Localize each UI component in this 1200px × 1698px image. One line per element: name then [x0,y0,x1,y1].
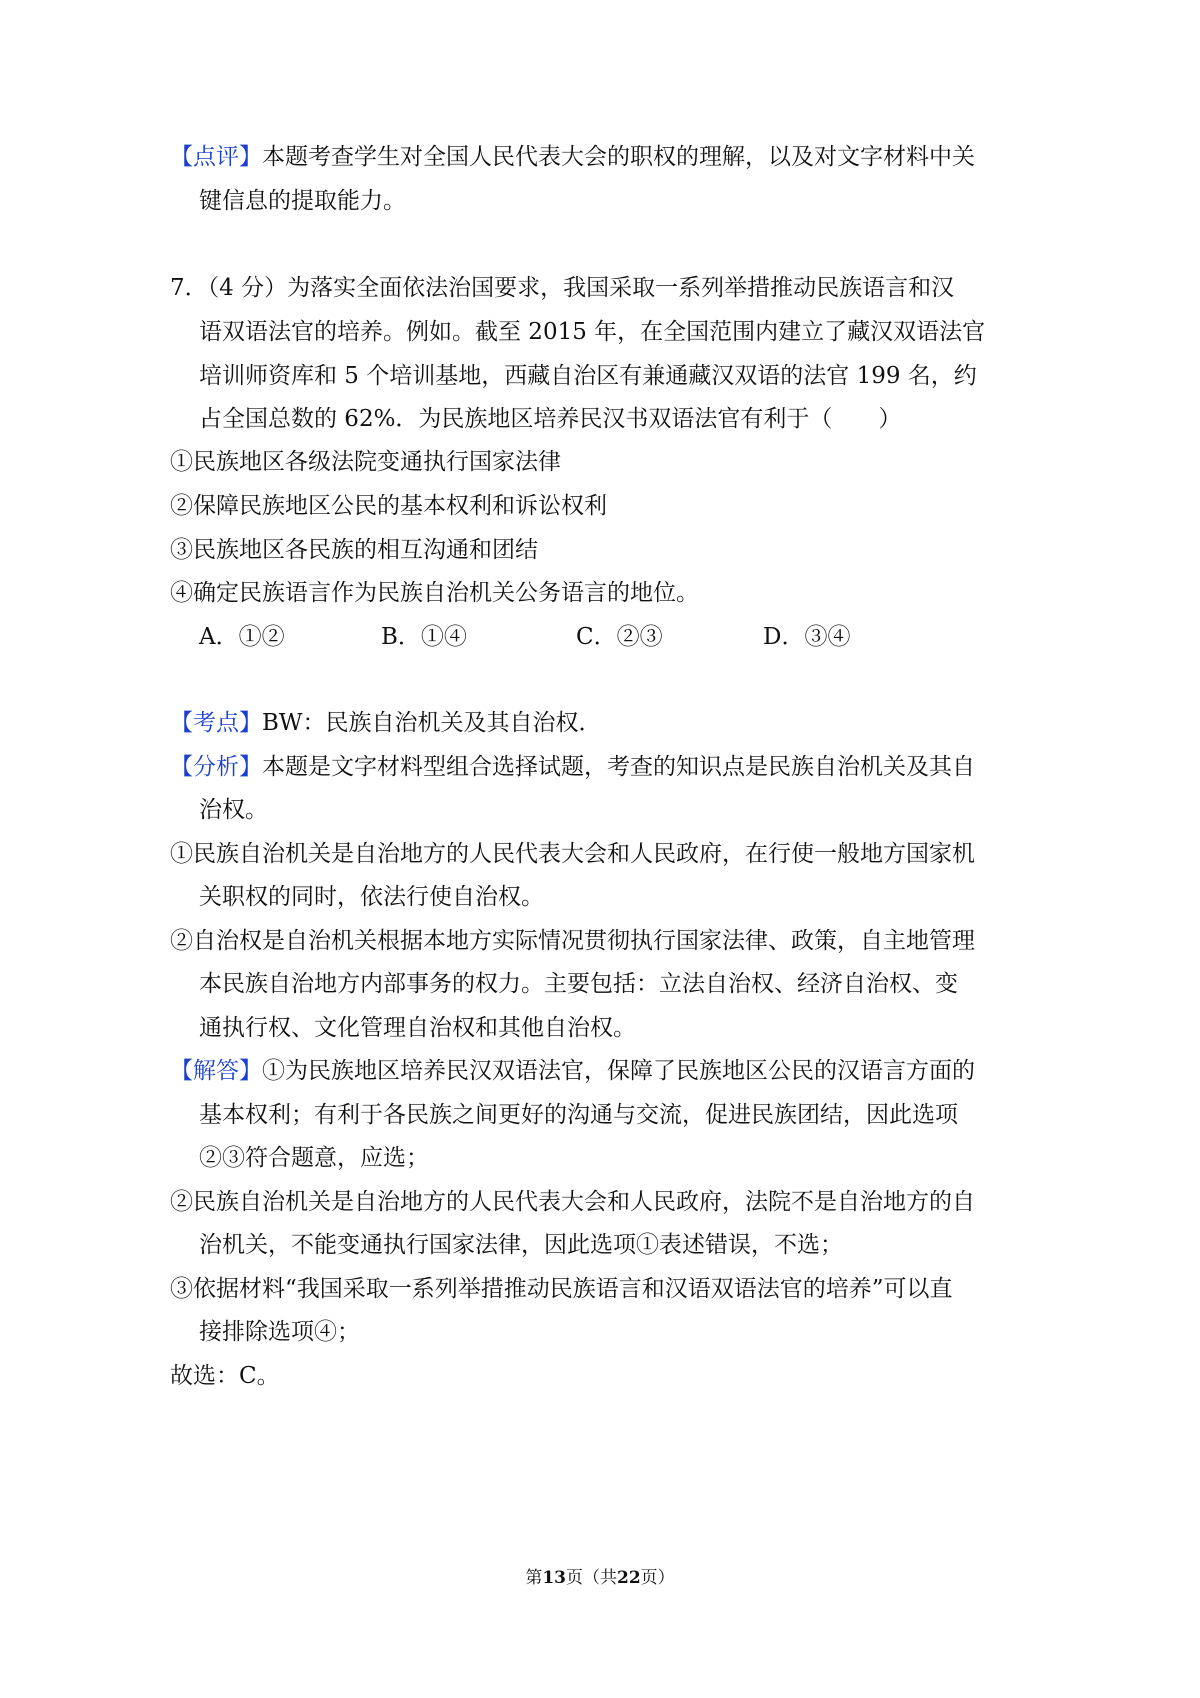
statement-3: ③民族地区各民族的相互沟通和团结 [170,537,538,563]
review-tag: 【点评】 [170,144,262,170]
fenxi-p2-line-2: 本民族自治地方内部事务的权力。主要包括：立法自治权、经济自治权、变 [199,971,958,997]
footer-prefix: 第 [525,1568,543,1588]
fenxi-p2-line-3: 通执行权、文化管理自治权和其他自治权。 [199,1015,636,1041]
fenxi-line-1 [170,751,975,783]
fenxi-p1-line-2: 关职权的同时，依法行使自治权。 [199,884,544,910]
statement-4: ④确定民族语言作为民族自治机关公务语言的地位。 [170,580,699,606]
kaodian-tag: 【考点】 [170,710,262,736]
page-footer [0,1566,1200,1590]
jieda-p3-line-2: 接排除选项④； [199,1319,360,1345]
option-d: D．③④ [763,624,851,650]
jieda-text-3: ②③符合题意，应选； [199,1145,429,1171]
jieda-p3-line-1: ③依据材料“我国采取一系列举措推动民族语言和汉语双语法官的培养”可以直 [170,1276,953,1302]
footer-page-number: 13 [542,1568,566,1588]
option-c: C．②③ [576,624,663,650]
jieda-line-1 [170,1055,975,1087]
fenxi-tag: 【分析】 [170,754,262,780]
question-text-1: 7．（4 分）为落实全面依法治国要求，我国采取一系列举措推动民族语言和汉 [170,275,955,301]
footer-middle: 页（共 [566,1568,617,1588]
fenxi-p1-line-1: ①民族自治机关是自治地方的人民代表大会和人民政府，在行使一般地方国家机 [170,841,975,867]
jieda-text-1: ①为民族地区培养民汉双语法官，保障了民族地区公民的汉语言方面的 [262,1058,975,1084]
statement-1: ①民族地区各级法院变通执行国家法律 [170,449,561,475]
option-a: A．①② [199,624,285,650]
fenxi-text-2: 治权。 [199,797,268,823]
jieda-p2-line-2: 治机关，不能变通执行国家法律，因此选项①表述错误，不选； [199,1232,843,1258]
question-text-4: 占全国总数的 62%．为民族地区培养民汉书双语法官有利于（ ） [199,406,902,432]
jieda-text-2: 基本权利；有利于各民族之间更好的沟通与交流，促进民族团结，因此选项 [199,1102,958,1128]
kaodian-line [170,707,602,739]
question-text-3: 培训师资库和 5 个培训基地，西藏自治区有兼通藏汉双语的法官 199 名，约 [199,363,977,389]
review-text-1: 本题考查学生对全国人民代表大会的职权的理解，以及对文字材料中关 [262,144,975,170]
fenxi-text-1: 本题是文字材料型组合选择试题，考查的知识点是民族自治机关及其自 [262,754,975,780]
kaodian-text: BW：民族自治机关及其自治权． [262,710,602,736]
footer-total-pages: 22 [617,1568,641,1588]
jieda-p2-line-1: ②民族自治机关是自治地方的人民代表大会和人民政府，法院不是自治地方的自 [170,1189,975,1215]
option-b: B．①④ [381,624,467,650]
fenxi-p2-line-1: ②自治权是自治机关根据本地方实际情况贯彻执行国家法律、政策，自主地管理 [170,928,975,954]
review-line-1 [170,141,975,173]
statement-2: ②保障民族地区公民的基本权利和诉讼权利 [170,493,607,519]
footer-suffix: 页） [640,1568,675,1588]
review-text-2: 键信息的提取能力。 [199,188,406,214]
question-text-2: 语双语法官的培养。例如。截至 2015 年，在全国范围内建立了藏汉双语法官 [199,319,986,345]
jieda-tag: 【解答】 [170,1058,262,1084]
jieda-final: 故选：C。 [170,1363,280,1389]
